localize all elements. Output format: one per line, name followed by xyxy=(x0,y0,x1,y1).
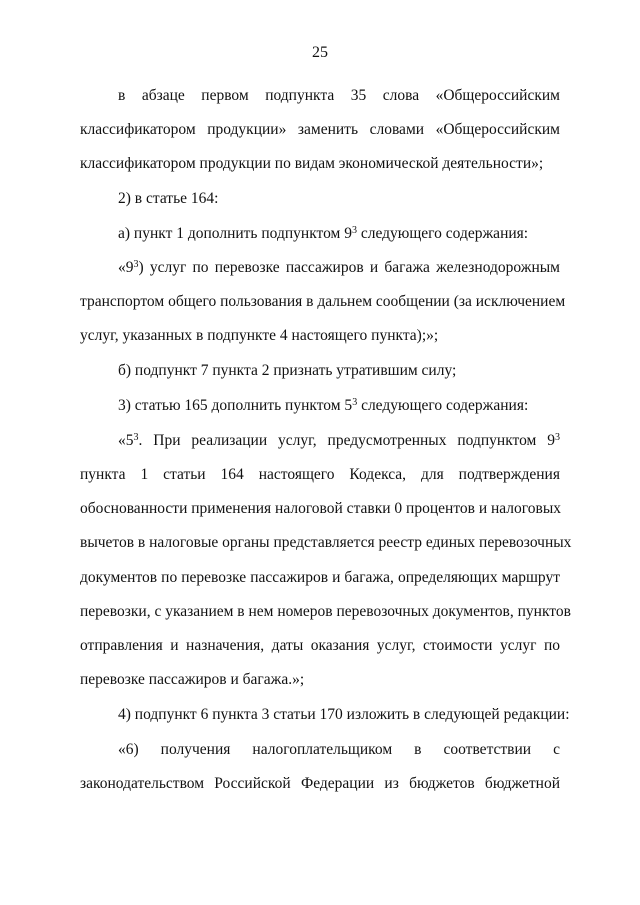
text-line: классификатором продукции по видам экономической деятельности»; xyxy=(80,155,544,172)
superscript: 3 xyxy=(351,225,357,236)
superscript: 3 xyxy=(352,397,358,408)
text-line: 4) подпункт 6 пункта 3 статьи 170 изложить в следующей редакции: xyxy=(118,706,570,723)
text-line: б) подпункт 7 пункта 2 признать утратившим силу; xyxy=(118,362,457,379)
text-line: в абзаце первом подпункта 35 слова «Общероссийским xyxy=(118,87,560,104)
text-line: перевозки, с указанием в нем номеров перевозочных документов, пунктов xyxy=(80,603,571,620)
page-number: 25 xyxy=(312,44,328,61)
text-line: отправления и назначения, даты оказания услуг, стоимости услуг по xyxy=(80,637,560,654)
text-line: перевозке пассажиров и багажа.»; xyxy=(80,671,305,688)
text-line: «6) получения налогоплательщиком в соответствии с xyxy=(118,741,560,758)
text-line: 2) в статье 164: xyxy=(118,190,219,207)
superscript: 3 xyxy=(555,432,560,443)
text-line: обоснованности применения налоговой ставки 0 процентов и налоговых xyxy=(80,500,561,517)
text-line: «$9^3$) услуг по перевозке пассажиров и багажа железнодорожным xyxy=(118,259,560,276)
text-line: услуг, указанных в подпункте 4 настоящего пункта);»; xyxy=(80,327,439,344)
text-line: «$5^3$. При реализации услуг, предусмотренных подпунктом $9^3$ xyxy=(118,432,560,449)
text-line: транспортом общего пользования в дальнем сообщении (за исключением xyxy=(80,293,566,310)
superscript: 3 xyxy=(133,259,139,270)
text-line: законодательством Российской Федерации из бюджетов бюджетной xyxy=(80,775,560,792)
text-line: пункта 1 статьи 164 настоящего Кодекса, для подтверждения xyxy=(80,466,560,483)
superscript: 3 xyxy=(133,432,139,443)
text-line: документов по перевозке пассажиров и багажа, определяющих маршрут xyxy=(80,569,560,586)
text-line: классификатором продукции» заменить словами «Общероссийским xyxy=(80,121,560,138)
text-line: вычетов в налоговые органы представляется реестр единых перевозочных xyxy=(80,534,572,551)
text-line: 3) статью 165 дополнить пунктом $5^3$ следующего содержания: xyxy=(118,397,529,414)
text-line: а) пункт 1 дополнить подпунктом $9^3$ следующего содержания: xyxy=(118,225,529,242)
